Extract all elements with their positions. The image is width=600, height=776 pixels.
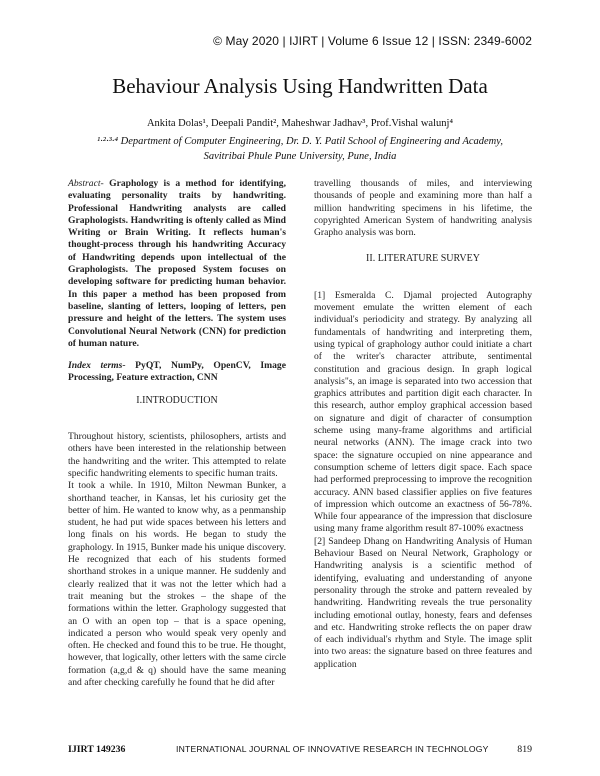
introduction-continuation: travelling thousands of miles, and interviewing thousands of people and examining more than half a million handwriting specimens in his lifetime, the copyrighted American System of handwriting analysis Grapho analysis was born. — [314, 178, 532, 239]
right-column — [314, 178, 532, 671]
index-terms-paragraph — [68, 360, 286, 385]
author-list: Ankita Dolas¹, Deepali Pandit², Maheshwar Jadhav³, Prof.Vishal walunj⁴ — [146, 118, 454, 129]
journal-header-citation: © May 2020 | IJIRT | Volume 6 Issue 12 | ISSN: 2349-6002 — [213, 34, 532, 48]
abstract-text: Graphology is a method for identifying, evaluating personality traits by handwriting. Professional Handwriting analysts are called Graphologists. Handwriting is oftenly called as Mind Writing or Brain Writing. It reflects human's thought-process through his handwriting Accuracy of Handwriting depends upon intellectual of the Graphologists. The proposed System focuses on developing software for predicting human behavior. In this paper a method has been proposed from baseline, slanting of letters, looping of letters, pen pressure and height of the letters. The system uses Convolutional Neural Network (CNN) for prediction of human nature. — [68, 178, 286, 349]
footer-paper-id: IJIRT 149236 — [68, 744, 126, 755]
page-number: 819 — [517, 744, 532, 755]
affiliation-line-1: ¹·²·³·⁴ Department of Computer Engineering, Dr. D. Y. Patil School of Engineering and Academy, — [97, 136, 503, 147]
literature-paragraph-1: [1] Esmeralda C. Djamal projected Autography movement emulate the written element of each individual's periodicity and strategy. By analyzing all fundamentals of handwriting and interpreting them, using typical of graphology author could initiate a chart of the writer's character attribute, sentimental constitution and gracious design. In graph logical analysis"s, an image is separated into two accession that graphics attributes and partition digit each character. In this research, author employ graphical accession based on signature and digit of character of consumption scheme using many-frame algorithms and artificial neural networks (ANN). The image crack into two space: the signature occupied on nine appearance and consumption scheme of letters digit space. Each space had performed preprocessing to improve the recognition accuracy. ANN based classifier applies on five features of impression which outcome an exactness of 56-78%. While four appearance of the impression that disclosure using many frame algorithm result 87-100% exactness — [314, 289, 532, 535]
introduction-paragraph-2: It took a while. In 1910, Milton Newman Bunker, a shorthand teacher, in Kansas, let his curiosity get the better of him. He wanted to know why, as a penmanship student, he had put wide spaces between his letters and long finals on his words. He began to study the graphology. In 1915, Bunker made his unique discovery. He recognized that each of his students formed shorthand strokes in a unique manner. He suddenly and clearly realized that it was not the letter which had a trait meaning but the strokes – the shape of the formations within the letter. Graphology suggested that an O with an open top – that is a space opening, indicated a person who would speak very openly and often. He checked and found this to be true. He thought, however, that logically, other letters with the same circle formation (a,g,d & q) should have the same meaning and after checking carefully he found that he did after — [68, 480, 286, 688]
left-column — [68, 178, 286, 689]
abstract-label: Abstract- — [68, 178, 104, 189]
section-heading-literature-survey: II. LITERATURE SURVEY — [366, 253, 480, 265]
index-terms-text: PyQT, NumPy, OpenCV, Image Processing, Feature extraction, CNN — [68, 360, 286, 384]
abstract-paragraph — [68, 178, 286, 350]
affiliation-line-2: Savitribai Phule Pune University, Pune, India — [203, 151, 397, 162]
literature-paragraph-2: [2] Sandeep Dhang on Handwriting Analysis of Human Behaviour Based on Neural Network, Graphology or Handwriting analysis is a scientific method of identifying, evaluating and understanding of anyone personality through the stroke and pattern revealed by handwriting. Handwriting reveals the true personality including emotional outlay, honesty, fears and defenses and etc. Handwriting stroke reflects the on paper draw of each individual's rhythm and Style. The image split into two areas: the signature based on three features and application — [314, 535, 532, 670]
paper-title: Behaviour Analysis Using Handwritten Data — [112, 74, 488, 98]
index-terms-label: Index terms- — [68, 360, 126, 372]
introduction-paragraph-1: Throughout history, scientists, philosophers, artists and others have been interested in the relationship between the handwriting and the writer. This attempted to relate specific handwriting elements to specific human traits. — [68, 431, 286, 479]
author-affiliation — [60, 134, 540, 164]
section-heading-introduction: I.INTRODUCTION — [136, 394, 218, 406]
footer-journal-name: INTERNATIONAL JOURNAL OF INNOVATIVE RESEARCH IN TECHNOLOGY — [176, 744, 489, 754]
